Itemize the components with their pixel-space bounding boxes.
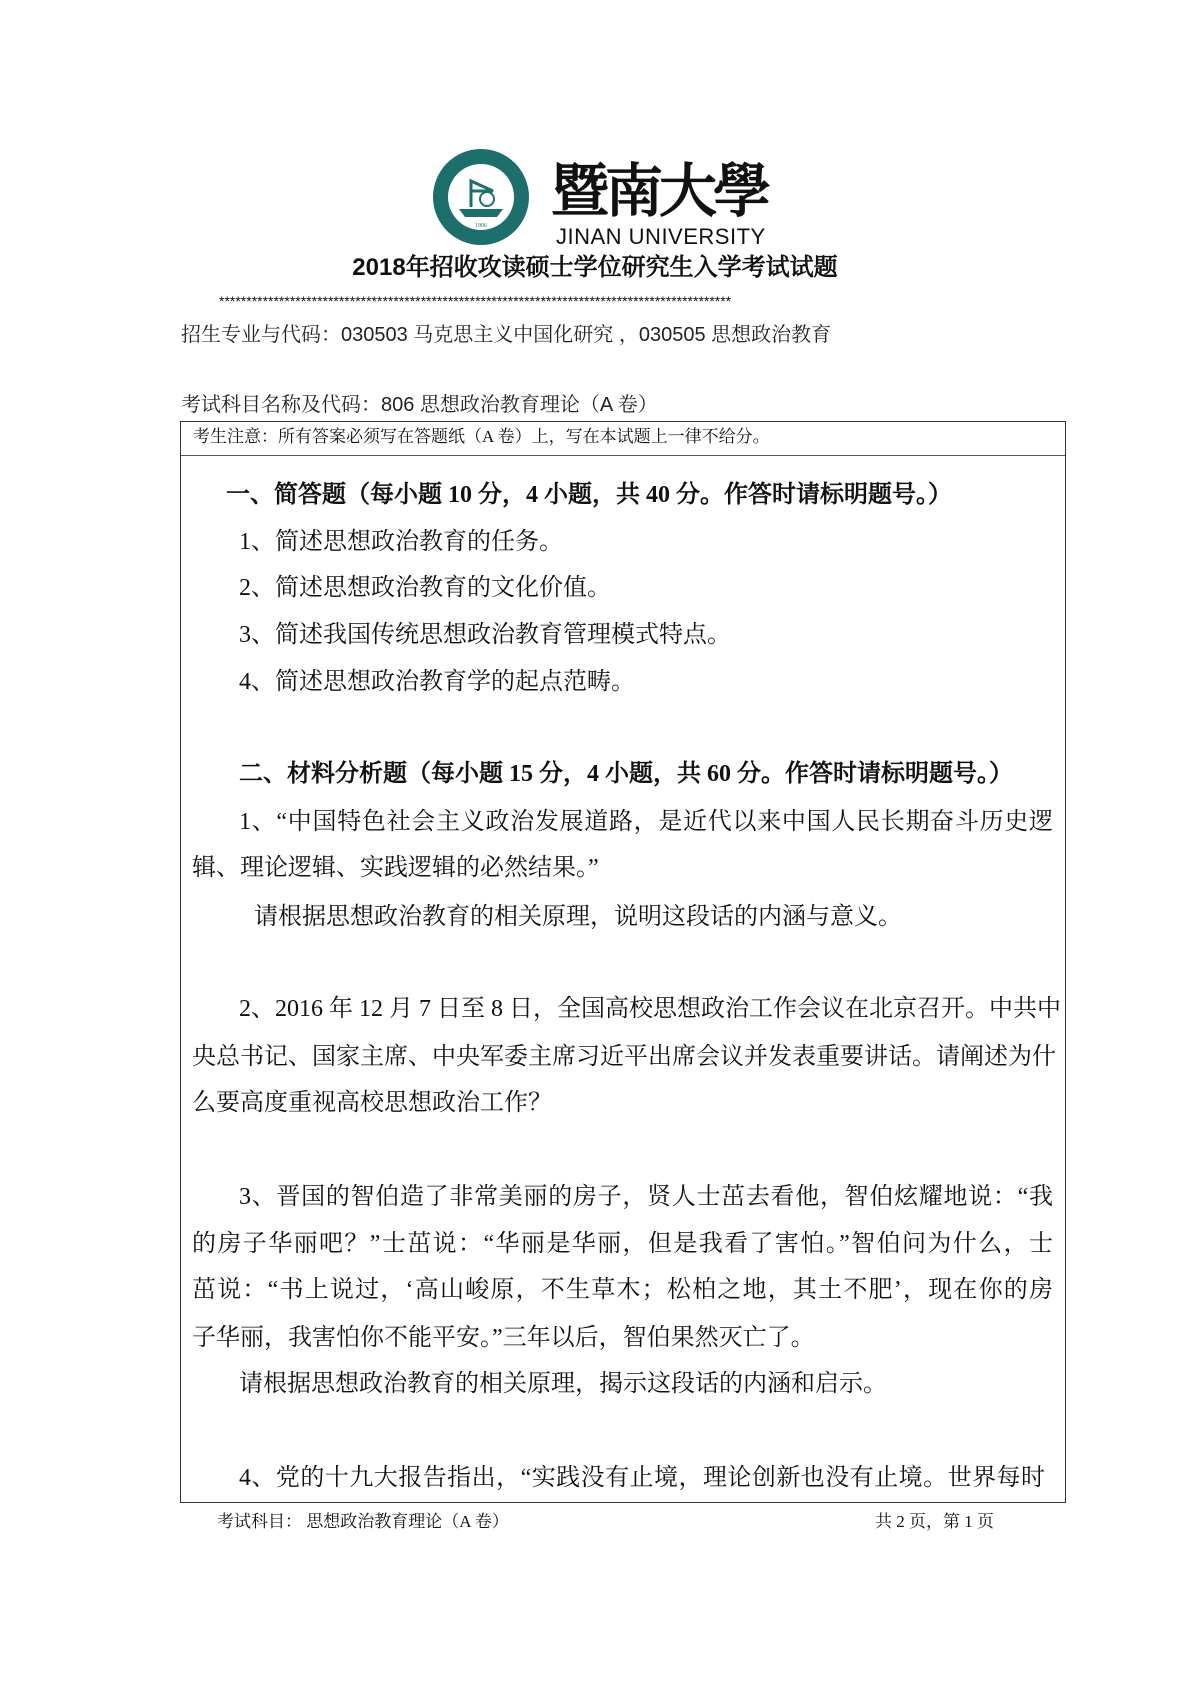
material-q3-line: 茁说：“书上说过，‘高山峻原，不生草木；松柏之地，其土不肥’，现在你的房: [192, 1277, 1053, 1303]
subject-code-line: 考试科目名称及代码：806 思想政治教育理论（A 卷）: [181, 394, 658, 416]
major-code-line: 招生专业与代码：030503 马克思主义中国化研究 ，030505 思想政治教育: [181, 324, 832, 346]
material-q1-line: 1、“中国特色社会主义政治发展道路，是近代以来中国人民长期奋斗历史逻: [239, 809, 1053, 835]
material-q3-line: 子华丽，我害怕你不能平安。”三年以后，智伯果然灭亡了。: [192, 1325, 815, 1351]
exam-title: 2018年招收攻读硕士学位研究生入学考试试题: [352, 254, 838, 281]
university-seal-logo: [431, 147, 531, 247]
question-item: 4、简述思想政治教育学的起点范畴。: [239, 669, 635, 695]
material-q1-line: 辑、理论逻辑、实践逻辑的必然结果。”: [192, 855, 599, 881]
question-item: 1、简述思想政治教育的任务。: [239, 529, 563, 555]
seal-year: 1906: [475, 223, 487, 229]
material-q2-line: 么要高度重视高校思想政治工作？: [192, 1090, 552, 1116]
star-divider: **********************************************************************************************: [219, 293, 732, 309]
section1-title: 一、简答题（每小题 10 分，4 小题，共 40 分。作答时请标明题号。）: [226, 482, 952, 508]
logo-english-name: JINAN UNIVERSITY: [556, 224, 766, 249]
material-q3-line: 的房子华丽吧？”士茁说：“华丽是华丽，但是我看了害怕。”智伯问为什么，士: [192, 1231, 1053, 1257]
material-q4-line: 4、党的十九大报告指出，“实践没有止境，理论创新也没有止境。世界每时: [239, 1465, 1045, 1491]
section2-title: 二、材料分析题（每小题 15 分，4 小题，共 60 分。作答时请标明题号。）: [239, 761, 1013, 787]
material-q3-line: 3、晋国的智伯造了非常美丽的房子，贤人士茁去看他，智伯炫耀地说：“我: [239, 1184, 1053, 1210]
notice-text: 考生注意：所有答案必须写在答题纸（A 卷）上，写在本试题上一律不给分。: [193, 427, 770, 446]
footer-page-number: 共 2 页，第 1 页: [875, 1512, 994, 1531]
logo-chinese-name: 暨南大學: [551, 159, 768, 224]
material-q1-prompt: 请根据思想政治教育的相关原理，说明这段话的内涵与意义。: [254, 904, 902, 930]
material-q2-line: 央总书记、国家主席、中央军委主席习近平出席会议并发表重要讲话。请阐述为什: [192, 1044, 1056, 1070]
material-q3-prompt: 请根据思想政治教育的相关原理，揭示这段话的内涵和启示。: [239, 1371, 887, 1397]
question-item: 2、简述思想政治教育的文化价值。: [239, 575, 611, 601]
footer-subject: 考试科目： 思想政治教育理论（A 卷）: [217, 1512, 509, 1531]
question-item: 3、简述我国传统思想政治教育管理模式特点。: [239, 622, 731, 648]
notice-row: [181, 422, 1065, 456]
material-q2-line: 2、2016 年 12 月 7 日至 8 日，全国高校思想政治工作会议在北京召开。中共中: [239, 996, 1061, 1022]
